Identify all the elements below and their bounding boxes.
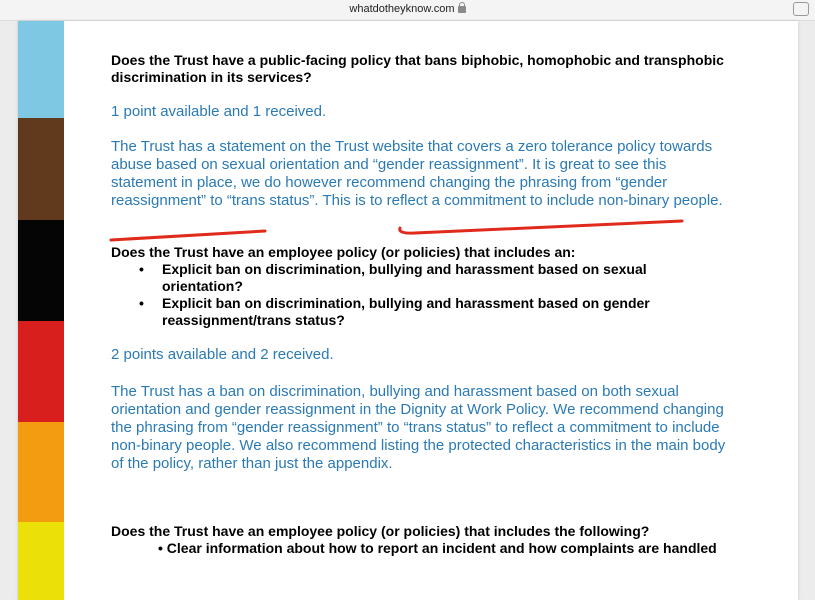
section2-bullet-1: • Explicit ban on discrimination, bullying and harassment based on sexual orientation? (111, 261, 731, 295)
red-underline-mark-1 (111, 231, 265, 240)
section1-score: 1 point available and 1 received. (111, 103, 327, 120)
red-underline-mark-2 (400, 221, 682, 233)
section2-comment: The Trust has a ban on discrimination, bullying and harassment based on both sexual orientation and gender reassignment in the Dignity at Work Policy. We recommend changing the phrasing from “gender reassignment” to “trans status” to reflect a commitment to include non-binary people. We also recommend listing the protected characteristics in the main body of the policy, rather than just the appendix. (111, 383, 726, 472)
section1-comment: The Trust has a statement on the Trust website that covers a zero tolerance policy towards abuse based on sexual orientation and “gender reassignment”. It is great to see this statement in place, we do however recommend changing the phrasing from “gender reassignment” to “trans status”. This is to reflect a commitment to include non-binary people. (111, 138, 723, 209)
section3-item: • Clear information about how to report an incident and how complaints are handled (158, 540, 717, 556)
section2-question: Does the Trust have an employee policy (or policies) that includes an: (111, 244, 576, 260)
section3-question: Does the Trust have an employee policy (or policies) that includes the following? (111, 523, 650, 539)
section2-score: 2 points available and 2 received. (111, 346, 334, 363)
section1-question: Does the Trust have a public-facing policy that bans biphobic, homophobic and transphobic discrimination in its services? (111, 52, 724, 85)
section2-bullet-2: • Explicit ban on discrimination, bullying and harassment based on gender reassignment/trans status? (111, 295, 731, 329)
url-text: whatdotheyknow.com (349, 3, 455, 15)
